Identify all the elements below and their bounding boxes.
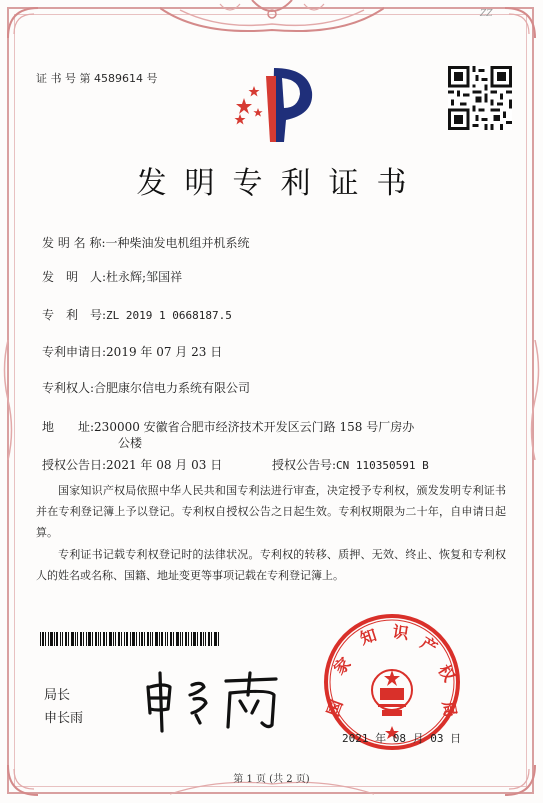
certificate-number: 证 书 号 第 4589614 号 [36, 72, 158, 85]
top-ornament [160, 0, 384, 44]
inventors-value: 杜永辉;邹国祥 [106, 270, 183, 284]
grant-announcement-date-value: 2021 年 08 月 03 日 [106, 458, 223, 472]
grant-announcement-number-value: CN 110350591 B [336, 459, 429, 472]
invention-name-value: 一种柴油发电机组并机系统 [105, 236, 250, 250]
corner-ornament-top-right [503, 6, 537, 40]
qr-code-icon [448, 66, 512, 130]
barcode-icon [40, 632, 220, 646]
field-label: 地 址: [42, 420, 95, 434]
svg-text:局: 局 [438, 699, 461, 719]
address-value-line1: 230000 安徽省合肥市经济技术开发区云门路 158 号厂房办 [94, 420, 415, 434]
corner-ornament-top-left [6, 6, 40, 40]
field-inventors [42, 268, 182, 285]
field-label: 专利权人: [42, 381, 95, 395]
field-patentee [42, 379, 250, 396]
paragraph-legal-status: 专利证书记载专利权登记时的法律状况。专利权的转移、质押、无效、终止、恢复和专利权人的姓名或名称、国籍、地址变更等事项记载在专利登记簿上。 [36, 548, 506, 582]
svg-text:权: 权 [434, 661, 459, 685]
field-label: 专利申请日: [42, 345, 107, 359]
handwritten-signature-icon [140, 665, 290, 735]
field-label: 授权公告号: [272, 458, 337, 472]
svg-text:产: 产 [417, 633, 441, 658]
field-filing-date [42, 343, 222, 360]
field-address [42, 418, 414, 435]
field-label: 授权公告日: [42, 458, 107, 472]
cnipa-logo-icon [226, 62, 322, 144]
paragraph-grant-statement: 国家知识产权局依照中华人民共和国专利法进行审查，决定授予专利权，颁发发明专利证书并在专利登记簿上予以登记。专利权自授权公告之日起生效。专利权期限为二十年，自申请日起算。 [36, 484, 506, 539]
svg-text:家: 家 [329, 653, 355, 679]
svg-text:国: 国 [323, 697, 347, 719]
patentee-value: 合肥康尔信电力系统有限公司 [94, 381, 251, 395]
field-patent-number [42, 306, 232, 323]
certificate-title: 发明专利证书 [136, 166, 425, 201]
signer-name: 申长雨 [44, 711, 84, 726]
left-side-ornament [1, 340, 15, 460]
right-side-ornament [528, 340, 542, 460]
field-grant-announcement-number [272, 456, 429, 473]
field-invention-name [42, 234, 250, 251]
seal-date: 2021 年 08 月 03 日 [342, 732, 462, 745]
patent-number-value: ZL 2019 1 0668187.5 [106, 309, 232, 322]
field-label: 专 利 号: [42, 308, 107, 322]
signer-title: 局长 [44, 688, 71, 703]
address-value-line2: 公楼 [118, 436, 143, 450]
field-label: 发 明 名 称: [42, 236, 106, 250]
svg-text:识: 识 [391, 622, 411, 644]
page-number: 第 1 页 (共 2 页) [233, 774, 310, 785]
reference-mark: ZZ [480, 9, 493, 19]
svg-text:知: 知 [357, 625, 379, 649]
filing-date-value: 2019 年 07 月 23 日 [106, 345, 223, 359]
field-grant-announcement-date [42, 456, 222, 473]
field-label: 发 明 人: [42, 270, 107, 284]
